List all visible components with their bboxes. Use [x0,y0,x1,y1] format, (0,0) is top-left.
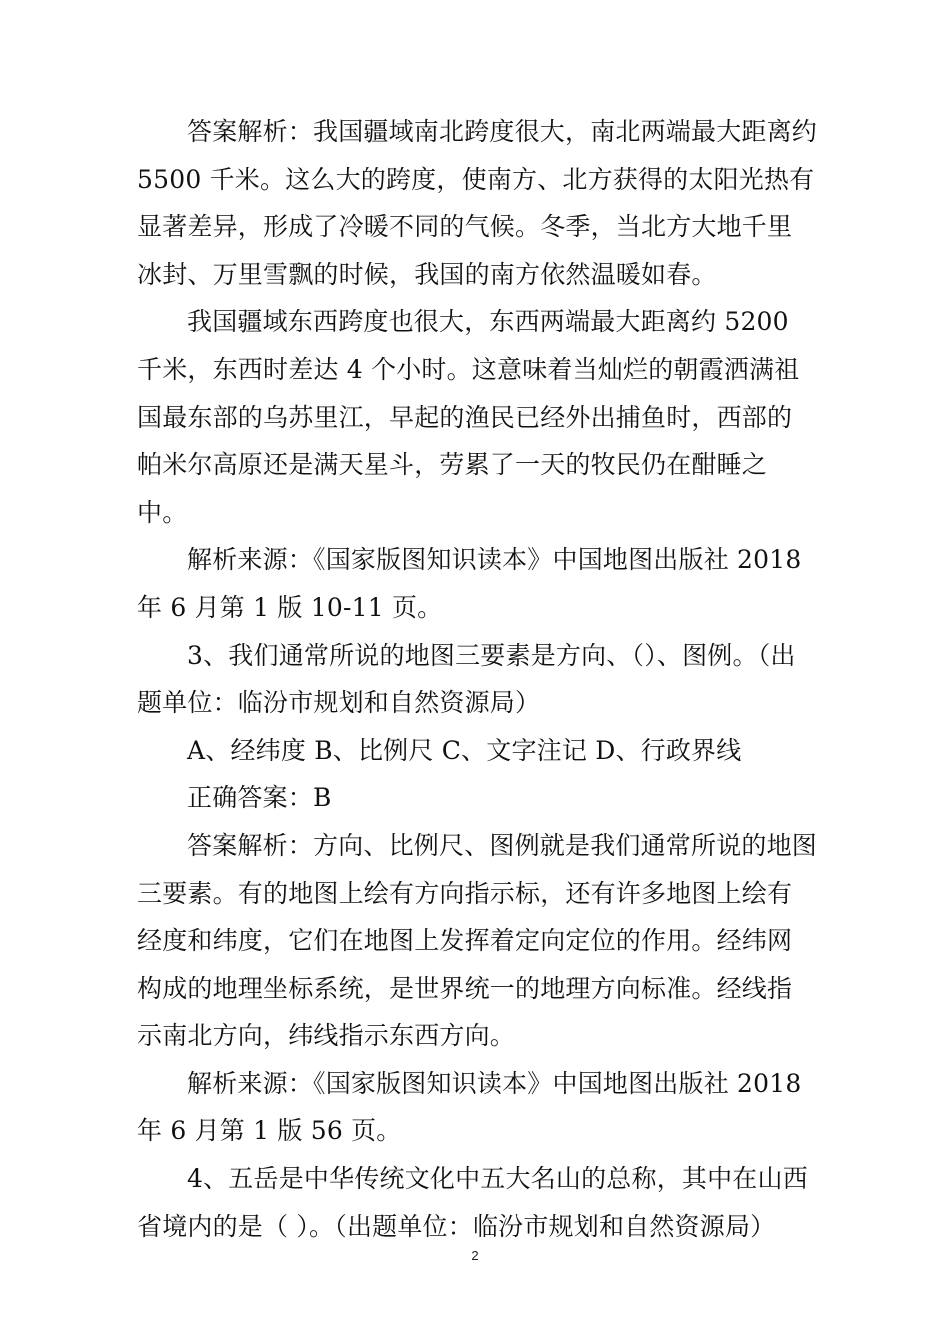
document-body [137,108,817,1250]
question-3: 3、我们通常所说的地图三要素是方向、（）、图例。（出题单位：临汾市规划和自然资源局） [137,640,796,718]
question-3-correct-answer: 正确答案：B [187,783,332,813]
analysis-source-2: 解析来源：《国家版图知识读本》中国地图出版社 2018年 6 月第 1 版 56 页。 [137,1068,802,1146]
answer-analysis-paragraph-1: 答案解析：我国疆域南北跨度很大，南北两端最大距离约5500 千米。这么大的跨度，使南方、北方获得的太阳光热有显著差异，形成了冷暖不同的气候。冬季，当北方大地千里冰封、万里雪飘的时候，我国的南方依然温暖如春。 [137,117,818,289]
question-4: 4、五岳是中华传统文化中五大名山的总称，其中在山西省境内的是（ ）。（出题单位：临汾市规划和自然资源局） [137,1164,808,1241]
analysis-source-1: 解析来源：《国家版图知识读本》中国地图出版社 2018年 6 月第 1 版 10-11 页。 [137,545,802,622]
question-3-answer-analysis: 答案解析：方向、比例尺、图例就是我们通常所说的地图三要素。有的地图上绘有方向指示标，还有许多地图上绘有经度和纬度，它们在地图上发挥着定向定位的作用。经纬网构成的地理坐标系统，是世界统一的地理方向标准。经线指示南北方向，纬线指示东西方向。 [137,830,818,1051]
question-3-options: A、经纬度 B、比例尺 C、文字注记 D、行政界线 [187,735,742,765]
page-number: 2 [471,1248,479,1263]
answer-analysis-paragraph-2: 我国疆域东西跨度也很大，东西两端最大距离约 5200 千米，东西时差达 4 个小时。这意味着当灿烂的朝霞洒满祖国最东部的乌苏里江，早起的渔民已经外出捕鱼时，西部的帕米尔高原还是满天星斗，劳累了一天的牧民仍在酣睡之中。 [137,307,800,527]
